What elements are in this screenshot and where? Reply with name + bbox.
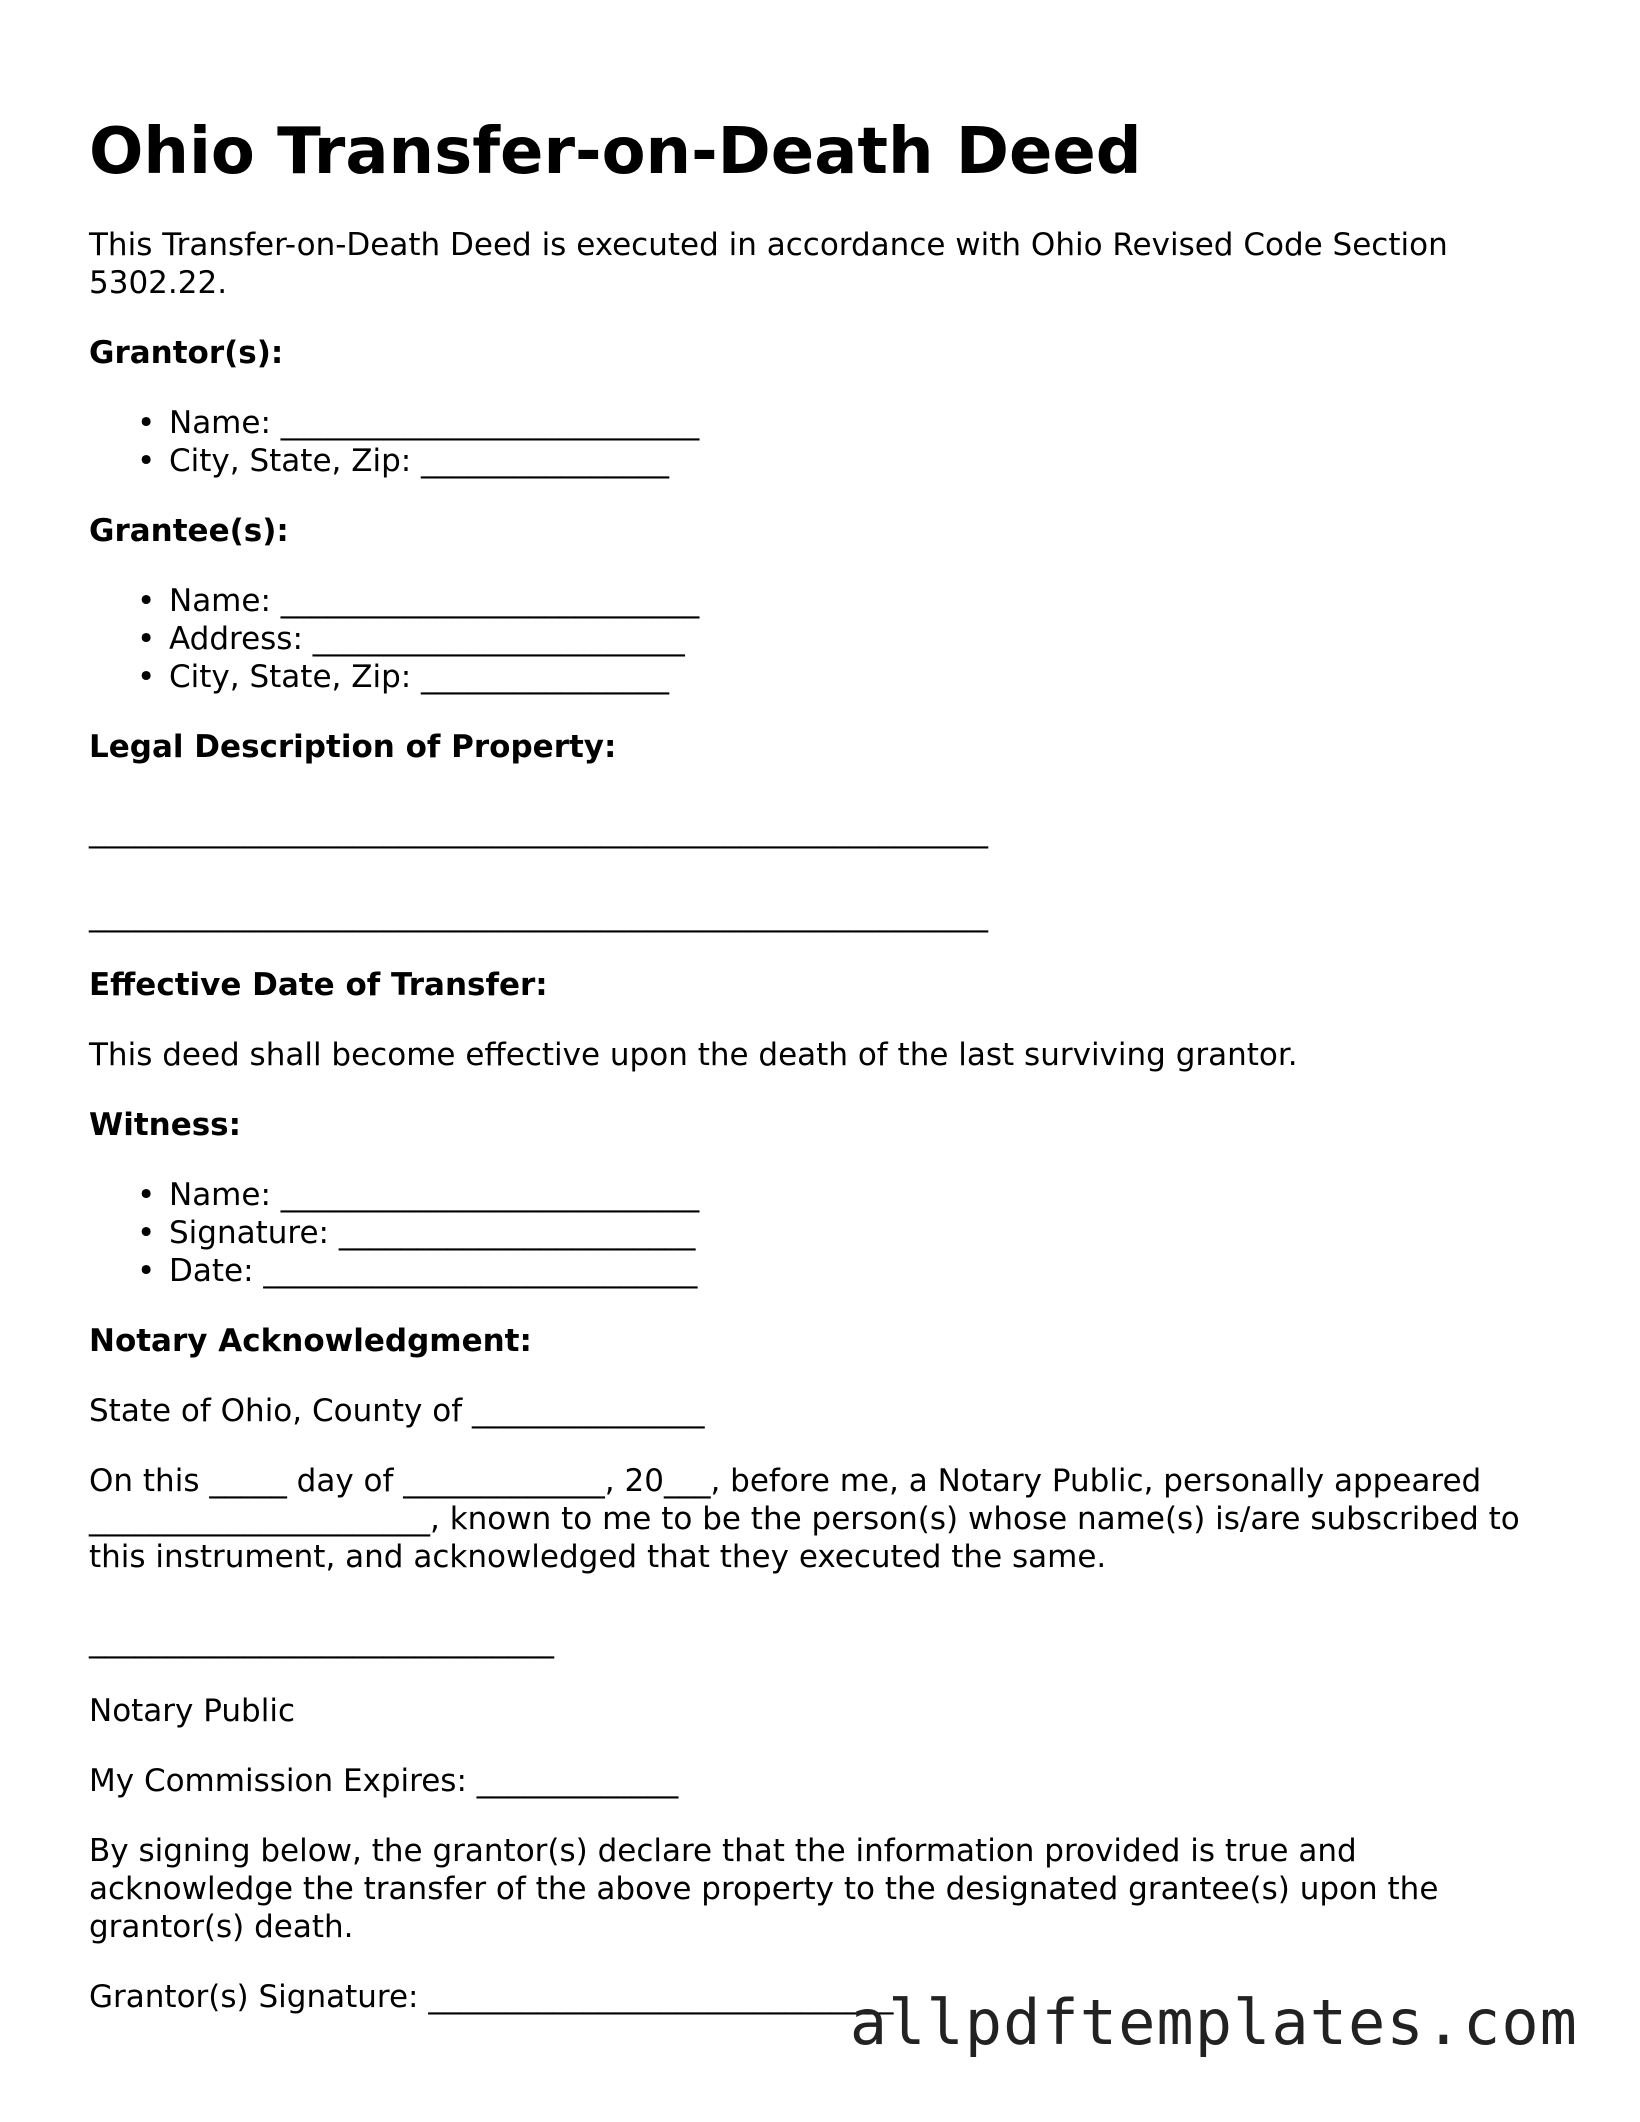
grantee-name-field: • Name: ___________________________ (169, 582, 1559, 620)
grantees-list (89, 582, 1559, 696)
intro-text: This Transfer-on-Death Deed is executed in accordance with Ohio Revised Code Section 5302.22. (89, 227, 1448, 301)
witness-signature-field: • Signature: _______________________ (169, 1214, 1559, 1252)
notary-signature-line: ______________________________ (89, 1623, 554, 1659)
grantor-name-field: • Name: ___________________________ (169, 404, 1559, 442)
effective-date-text: This deed shall become effective upon the death of the last surviving grantor. (89, 1037, 1298, 1073)
declaration-text: By signing below, the grantor(s) declare that the information provided is true and acknowledge the transfer of the above property to the designated grantee(s) upon the grantor(s) death. (89, 1833, 1439, 1945)
witness-heading: Witness: (89, 1107, 242, 1143)
watermark: allpdftemplates.com (849, 1986, 1578, 2059)
grantee-address-field: • Address: ________________________ (169, 620, 1559, 658)
grantee-city-field: • City, State, Zip: ________________ (169, 658, 1559, 696)
witness-date-field: • Date: ____________________________ (169, 1252, 1559, 1290)
legal-description-line-2: __________________________________________________________ (89, 897, 988, 933)
notary-title: Notary Public (89, 1693, 295, 1729)
witness-list (89, 1176, 1559, 1290)
effective-date-heading: Effective Date of Transfer: (89, 967, 548, 1003)
notary-heading: Notary Acknowledgment: (89, 1323, 532, 1359)
grantor-city-field: • City, State, Zip: ________________ (169, 442, 1559, 480)
legal-description-heading: Legal Description of Property: (89, 729, 617, 765)
notary-commission: My Commission Expires: _____________ (89, 1763, 679, 1799)
notary-county: State of Ohio, County of _______________ (89, 1393, 705, 1429)
grantors-heading: Grantor(s): (89, 335, 284, 371)
witness-name-field: • Name: ___________________________ (169, 1176, 1559, 1214)
grantors-list (89, 404, 1559, 480)
document-page (89, 112, 1559, 2048)
grantees-heading: Grantee(s): (89, 513, 289, 549)
page-title: Ohio Transfer-on-Death Deed (89, 115, 1142, 189)
notary-statement: On this _____ day of _____________, 20___, before me, a Notary Public, personally appeared ______________________, known to me to be the person(s) whose name(s) is/are subscribed to this instrument, and acknowledged that they executed the same. (89, 1463, 1520, 1575)
grantor-signature-line: Grantor(s) Signature: ______________________________ (89, 1979, 894, 2015)
legal-description-line-1: __________________________________________________________ (89, 813, 988, 849)
